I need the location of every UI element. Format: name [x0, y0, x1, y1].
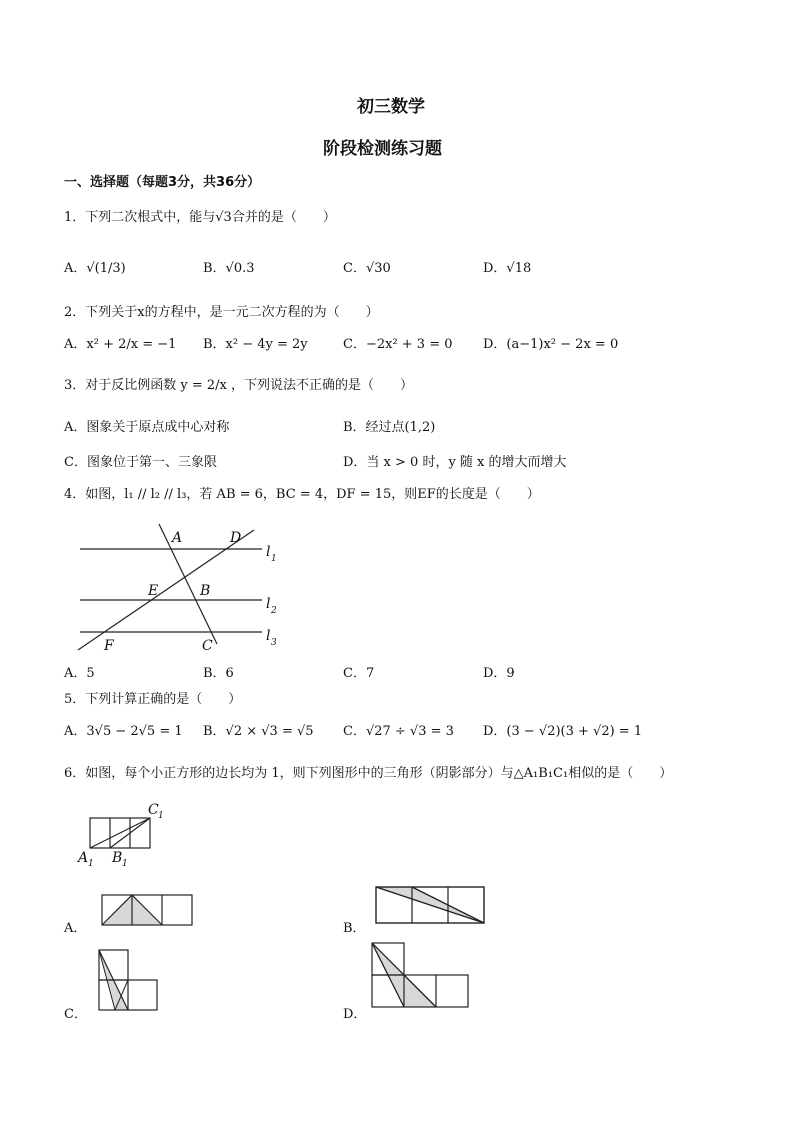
question-3-option-d: D．当 x > 0 时，y 随 x 的增大而增大	[343, 455, 567, 470]
point-label-a1: A	[78, 850, 89, 866]
section-heading: 一、选择题（每题3分，共36分）	[64, 175, 261, 190]
question-3-option-a: A．图象关于原点成中心对称	[64, 420, 230, 435]
point-label-f: F	[104, 638, 114, 654]
question-4-figure	[62, 518, 292, 658]
question-1-option-b: B．√0.3	[203, 261, 255, 276]
line-label-l1-sub: 1	[271, 554, 277, 564]
question-2-stem: 2．下列关于x的方程中，是一元二次方程的为（ ）	[64, 305, 379, 320]
question-5-stem: 5．下列计算正确的是（ ）	[64, 692, 242, 707]
question-5-option-b: B．√2 × √3 = √5	[203, 724, 314, 739]
question-6-option-c: C．	[64, 1007, 87, 1022]
question-3-option-b: B．经过点(1,2)	[343, 420, 436, 435]
line-label-l2-sub: 2	[271, 606, 277, 616]
question-2-option-b: B．x² − 4y = 2y	[203, 337, 308, 352]
question-6-figure-b	[374, 885, 490, 927]
point-label-c1: C	[148, 802, 159, 818]
question-4-option-a: A．5	[64, 666, 95, 681]
point-label-b1: B	[112, 850, 123, 866]
line-label-l3-sub: 3	[271, 638, 277, 648]
question-1-option-c: C．√30	[343, 261, 391, 276]
question-4-stem: 4．如图，l₁ // l₂ // l₃，若 AB = 6，BC = 4，DF = 15，则EF的长度是（ ）	[64, 487, 540, 502]
question-5-option-c: C．√27 ÷ √3 = 3	[343, 724, 454, 739]
line-label-l3: l	[266, 628, 271, 644]
line-label-l1: l	[266, 544, 271, 560]
point-label-c1-sub: 1	[158, 811, 164, 821]
question-1-stem: 1．下列二次根式中，能与√3合并的是（ ）	[64, 210, 336, 225]
line-label-l2: l	[266, 596, 271, 612]
question-6-stem: 6．如图，每个小正方形的边长均为 1，则下列图形中的三角形（阴影部分）与△A₁B₁C₁相似的是（ ）	[64, 766, 673, 781]
question-5-option-a: A．3√5 − 2√5 = 1	[64, 724, 183, 739]
question-2-option-c: C．−2x² + 3 = 0	[343, 337, 453, 352]
question-6-figure-c	[97, 948, 161, 1014]
point-label-a1-sub: 1	[88, 859, 94, 869]
point-label-b: B	[200, 583, 211, 599]
question-6-figure-d	[370, 941, 470, 1011]
question-4-option-d: D．9	[483, 666, 515, 681]
question-4-option-b: B．6	[203, 666, 234, 681]
question-2-option-a: A．x² + 2/x = −1	[64, 337, 177, 352]
page-title: 初三数学	[357, 97, 425, 117]
question-3-stem: 3．对于反比例函数 y = 2/x ，下列说法不正确的是（ ）	[64, 378, 414, 393]
point-label-e: E	[148, 583, 159, 599]
question-1-option-d: D．√18	[483, 261, 532, 276]
question-6-option-a: A．	[64, 921, 87, 936]
question-6-option-b: B．	[343, 921, 366, 936]
question-3-option-c: C．图象位于第一、三象限	[64, 455, 217, 470]
point-label-d: D	[230, 530, 242, 546]
question-4-option-c: C．7	[343, 666, 375, 681]
page-subtitle: 阶段检测练习题	[323, 139, 442, 159]
question-6-figure-a	[100, 893, 200, 929]
point-label-c: C	[202, 638, 213, 654]
question-2-option-d: D．(a−1)x² − 2x = 0	[483, 337, 619, 352]
question-1-option-a: A．√(1/3)	[64, 261, 126, 276]
question-6-reference-figure	[76, 804, 176, 874]
point-label-a: A	[172, 530, 183, 546]
question-5-option-d: D．(3 − √2)(3 + √2) = 1	[483, 724, 643, 739]
question-6-option-d: D．	[343, 1007, 367, 1022]
point-label-b1-sub: 1	[122, 859, 128, 869]
